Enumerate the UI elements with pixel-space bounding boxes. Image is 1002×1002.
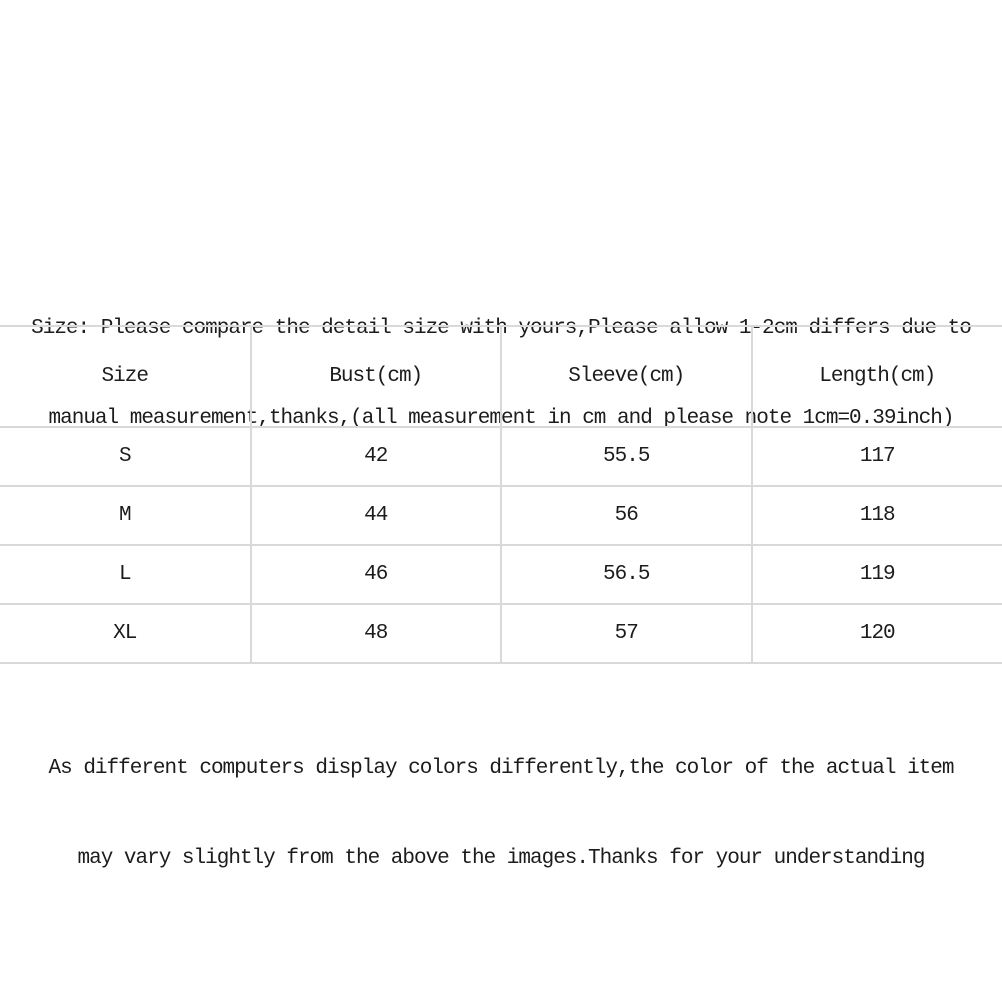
- cell-size-xl: XL: [0, 604, 251, 663]
- measurement-notice-line-2: manual measurement,thanks,(all measurement in cm and please note 1cm=0.39inch): [48, 407, 954, 430]
- cell-sleeve-m: 56: [501, 486, 752, 545]
- cell-bust-s: 42: [251, 427, 502, 486]
- measurement-notice-line-1: Size: Please compare the detail size with yours,Please allow 1-2cm differs due to: [31, 317, 971, 340]
- table-header-row: [0, 326, 1002, 427]
- cell-bust-xl: 48: [251, 604, 502, 663]
- cell-length-s: 117: [752, 427, 1002, 486]
- cell-length-l: 119: [752, 545, 1002, 604]
- cell-sleeve-l: 56.5: [501, 545, 752, 604]
- color-disclaimer-line-1: As different computers display colors differently,the color of the actual item: [48, 757, 954, 780]
- column-header-bust: Bust(cm): [251, 326, 502, 427]
- cell-size-s: S: [0, 427, 251, 486]
- cell-size-m: M: [0, 486, 251, 545]
- column-header-size: Size: [0, 326, 251, 427]
- table-row-s: [0, 427, 1002, 486]
- table-row-l: [0, 545, 1002, 604]
- column-header-length: Length(cm): [752, 326, 1002, 427]
- color-disclaimer: [0, 694, 1002, 934]
- column-header-sleeve: Sleeve(cm): [501, 326, 752, 427]
- cell-sleeve-xl: 57: [501, 604, 752, 663]
- cell-length-m: 118: [752, 486, 1002, 545]
- size-chart-table: [0, 325, 1002, 664]
- cell-length-xl: 120: [752, 604, 1002, 663]
- cell-bust-l: 46: [251, 545, 502, 604]
- cell-size-l: L: [0, 545, 251, 604]
- table-row-xl: [0, 604, 1002, 663]
- color-disclaimer-line-2: may vary slightly from the above the images.Thanks for your understanding: [77, 847, 925, 870]
- table-row-m: [0, 486, 1002, 545]
- cell-sleeve-s: 55.5: [501, 427, 752, 486]
- cell-bust-m: 44: [251, 486, 502, 545]
